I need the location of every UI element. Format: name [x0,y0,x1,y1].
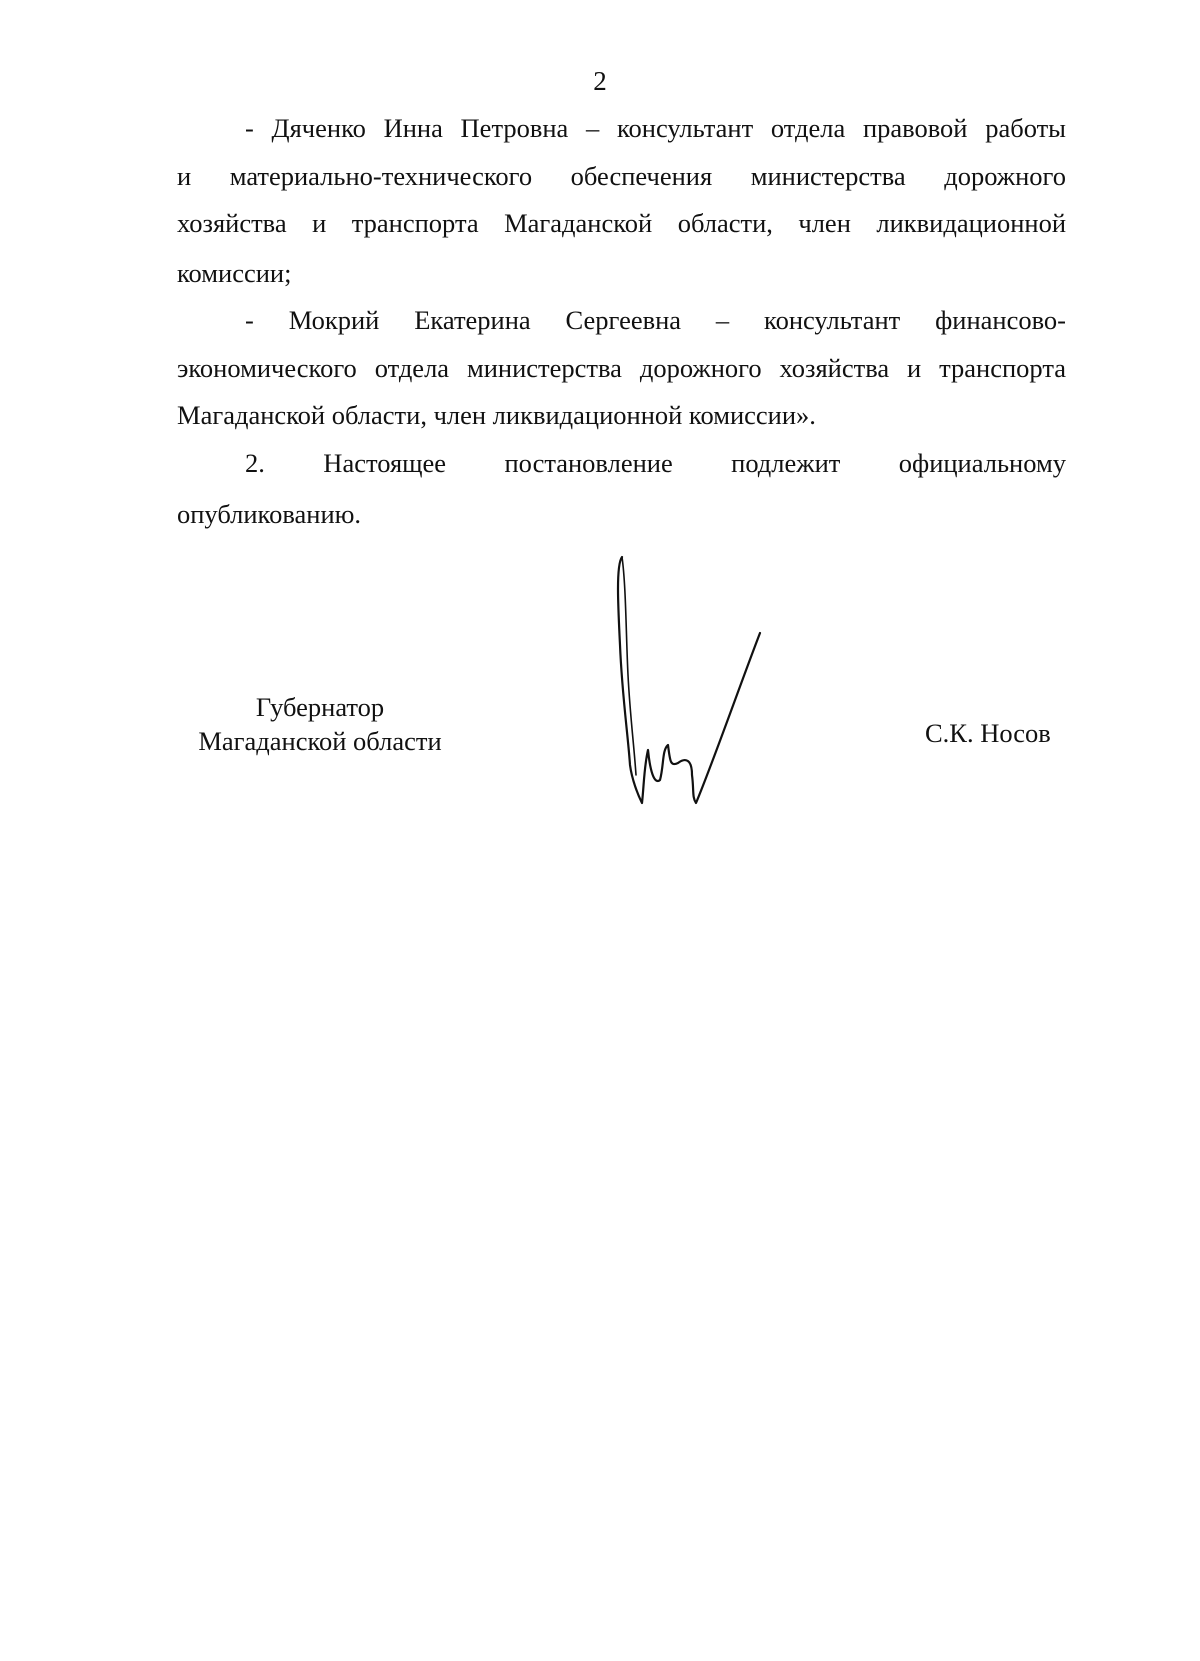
text-line: опубликованию. [177,499,362,529]
position-region: Магаданской области [198,726,442,756]
position-title: Губернатор [255,692,385,722]
signatory-position [150,690,490,758]
text-line: Магаданской области, член ликвидационной комиссии». [177,400,816,430]
text-line: - Мокрий Екатерина Сергеевна – консультант финансово- [245,305,1066,335]
page-number: 2 [593,66,607,96]
text-line: хозяйства и транспорта Магаданской области, член ликвидационной [177,208,1066,238]
signatory-name: С.К. Носов [925,718,1051,748]
text-line: и материально-технического обеспечения министерства дорожного [177,161,1066,191]
text-line: - Дяченко Инна Петровна – консультант отдела правовой работы [245,113,1066,143]
text-line: комиссии; [177,258,292,288]
text-line: экономического отдела министерства дорожного хозяйства и транспорта [177,353,1066,383]
handwritten-signature [600,545,820,810]
text-line: 2. Настоящее постановление подлежит официальному [245,448,1066,478]
